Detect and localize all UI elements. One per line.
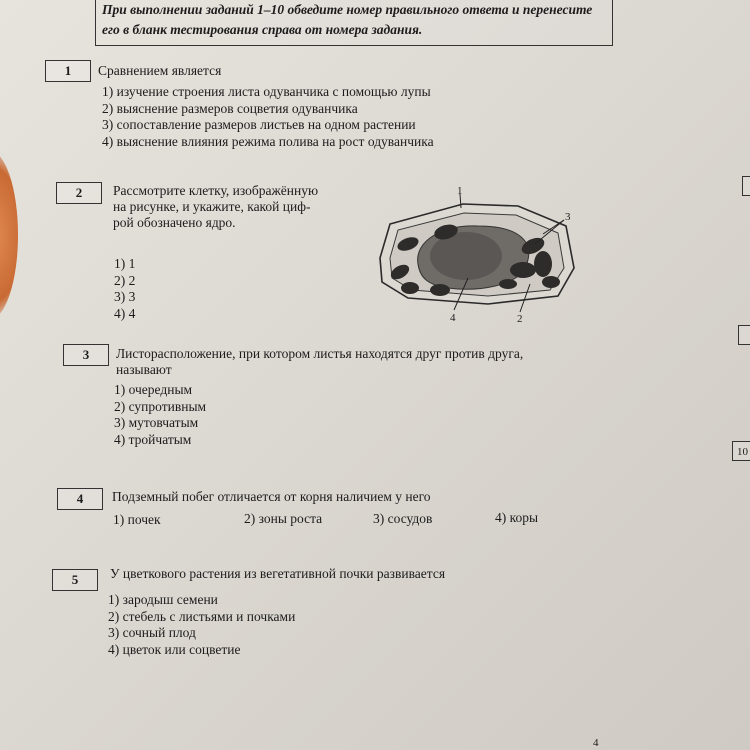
question-1-options	[102, 84, 434, 150]
question-4-text: Подземный побег отличается от корня наличием у него	[112, 489, 431, 504]
option[interactable]: 4) цветок или соцветие	[108, 641, 241, 657]
option[interactable]: 2) зоны роста	[244, 511, 323, 526]
question-2-options	[114, 256, 135, 322]
option[interactable]: 4) выяснение влияния режима полива на рост одуванчика	[102, 133, 434, 149]
option[interactable]: 2) стебель с листьями и почками	[108, 608, 296, 624]
option[interactable]: 3) сопоставление размеров листьев на одном растении	[102, 117, 416, 132]
question-number-3: 3	[63, 344, 109, 366]
question-3-options	[114, 382, 206, 448]
answer-box-edge	[738, 325, 750, 345]
option[interactable]: 2) супротивным	[114, 398, 207, 414]
option[interactable]: 1) очередным	[114, 382, 193, 397]
page-number: 4	[593, 737, 599, 749]
option[interactable]: 2) 2	[114, 272, 136, 288]
instruction-box	[95, 0, 613, 46]
option[interactable]: 2) выяснение размеров соцветия одуванчика	[102, 100, 358, 116]
instruction-text: При выполнении заданий 1–10 обведите номер правильного ответа и перенесите его в бланк тестирования справа от номера задания.	[102, 2, 593, 37]
option[interactable]: 1) зародыш семени	[108, 592, 218, 607]
figure-label-3: 3	[565, 211, 571, 223]
option[interactable]: 1) 1	[114, 256, 136, 271]
answer-box-edge	[742, 176, 750, 196]
figure-label-4: 4	[450, 312, 456, 324]
figure-label-1: 1	[457, 186, 463, 197]
question-5-options	[108, 592, 295, 658]
option[interactable]: 4) коры	[495, 510, 539, 525]
option[interactable]: 3) 3	[114, 289, 136, 304]
question-number-1: 1	[45, 60, 91, 82]
answer-box-10: 10	[732, 441, 750, 461]
option[interactable]: 1) изучение строения листа одуванчика с помощью лупы	[102, 84, 431, 99]
question-2-text: Рассмотрите клетку, изображённую на рисунке, и укажите, какой циф- рой обозначено ядро.	[113, 183, 319, 230]
figure-label-2: 2	[517, 313, 523, 325]
question-number-4: 4	[57, 488, 103, 510]
plant-cell-figure	[368, 186, 588, 326]
option[interactable]: 3) мутовчатым	[114, 415, 199, 430]
option[interactable]: 3) сосудов	[373, 511, 433, 526]
question-number-2: 2	[56, 182, 102, 204]
question-3-text: Листорасположение, при котором листья находятся друг против друга, называют	[116, 346, 524, 377]
question-5-text: У цветкового растения из вегетативной почки развивается	[110, 566, 446, 581]
option[interactable]: 3) сочный плод	[108, 625, 196, 640]
question-1-text: Сравнением является	[98, 63, 222, 78]
question-number-5: 5	[52, 569, 98, 591]
option[interactable]: 4) тройчатым	[114, 431, 192, 447]
option[interactable]: 1) почек	[113, 512, 161, 527]
option[interactable]: 4) 4	[114, 305, 136, 321]
finger-shadow	[0, 150, 18, 320]
